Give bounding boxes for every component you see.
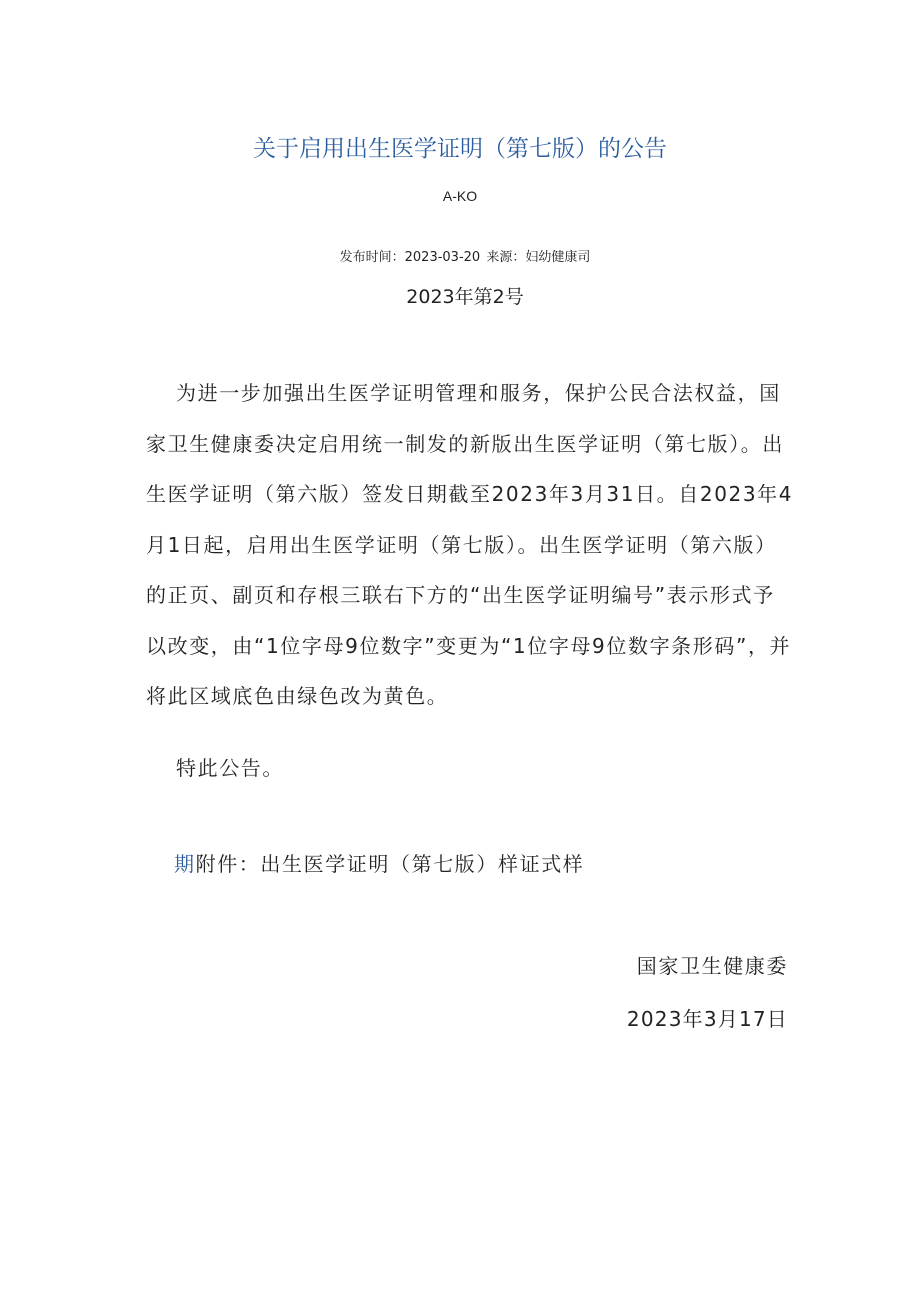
announcement-paragraph: 为进一步加强出生医学证明管理和服务，保护公民合法权益，国家卫生健康委决定启用统一制发的新版出生医学证明（第七版）。出生医学证明（第六版）签发日期截至2023年3月31日。自2023年4月1日起，启用出生医学证明（第七版）。出生医学证明（第六版）的正页、副页和存根三联右下方的“出生医学证明编号”表示形式予以改变，由“1位字母9位数字”变更为“1位字母9位数字条形码”，并将此区域底色由绿色改为黄色。 <box>146 381 794 708</box>
issuer-name: 国家卫生健康委 <box>636 954 788 978</box>
page-title: 关于启用出生医学证明（第七版）的公告 <box>253 136 667 162</box>
publish-time: 发布时间：2023-03-20 <box>339 250 481 265</box>
document-code: A-KO <box>442 188 478 204</box>
source-label: 来源：妇幼健康司 <box>486 250 591 265</box>
closing-statement: 特此公告。 <box>176 756 284 780</box>
signature-date: 2023年3月17日 <box>626 1007 788 1031</box>
attachment-line <box>174 848 584 877</box>
attachment-link[interactable]: 附件：出生医学证明（第七版）样证式样 <box>195 852 585 876</box>
attachment-lead-char: 期 <box>174 852 196 876</box>
document-number: 2023年第2号 <box>406 286 524 308</box>
publish-meta <box>0 246 920 265</box>
